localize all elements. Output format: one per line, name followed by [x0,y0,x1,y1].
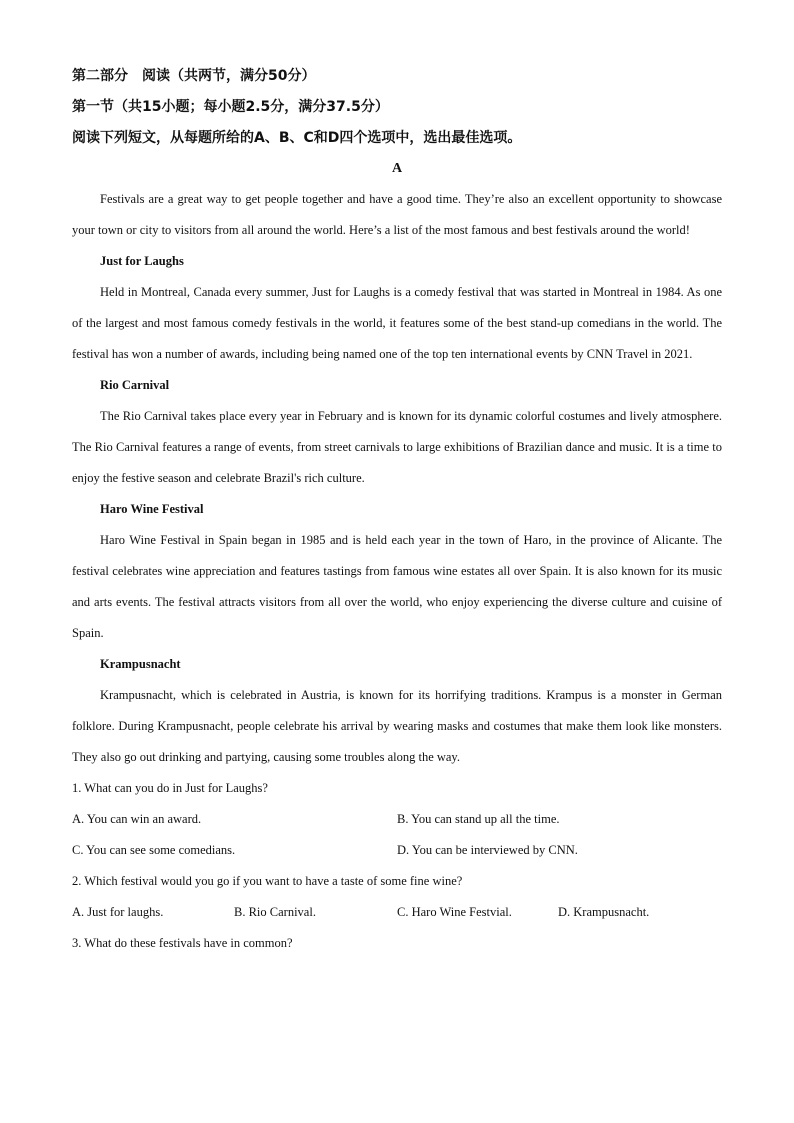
question-2-option-c: C. Haro Wine Festvial. [397,905,512,919]
section-text-just-for-laughs: Held in Montreal, Canada every summer, Just for Laughs is a comedy festival that was started in Montreal in 1984. As one of the largest and most famous comedy festivals in the world, it features some of the best stand-up comedians in the world. The festival has won a number of awards, including being named one of the top ten international events by CNN Travel in 2021. [72,285,722,361]
question-3-stem: 3. What do these festivals have in common? [72,936,293,950]
instruction-text: 阅读下列短文，从每题所给的A、B、C和D四个选项中，选出最佳选项。 [72,130,522,146]
passage-label: A [391,161,403,176]
question-1-stem: 1. What can you do in Just for Laughs? [72,781,268,795]
section-heading: 第一节（共15小题；每小题2.5分，满分37.5分） [72,99,389,115]
section-title-krampusnacht: Krampusnacht [100,657,181,671]
question-1-options-row-1 [72,804,722,835]
question-1-option-b: B. You can stand up all the time. [397,812,560,826]
section-text-rio-carnival: The Rio Carnival takes place every year in February and is known for its dynamic colorful costumes and lively atmosphere. The Rio Carnival features a range of events, from street carnivals to large exhibitions of Brazilian dance and music. It is a time to enjoy the festive season and celebrate Brazil's rich culture. [72,409,722,485]
exam-page [72,64,722,959]
section-text-haro-wine-festival: Haro Wine Festival in Spain began in 1985 and is held each year in the town of Haro, in the province of Alicante. The festival celebrates wine appreciation and features tastings from famous wine estates all over Spain. It is also known for its music and arts events. The festival attracts visitors from all over the world, who enjoy experiencing the diverse culture and cuisine of Spain. [72,533,722,640]
question-1-option-d: D. You can be interviewed by CNN. [397,843,578,857]
passage-intro: Festivals are a great way to get people together and have a good time. They’re also an excellent opportunity to showcase your town or city to visitors from all around the world. Here’s a list of the most famous and best festivals around the world! [72,192,722,237]
question-2-option-a: A. Just for laughs. [72,905,164,919]
question-1-option-a: A. You can win an award. [72,812,202,826]
section-text-krampusnacht: Krampusnacht, which is celebrated in Austria, is known for its horrifying traditions. Krampus is a monster in German folklore. During Krampusnacht, people celebrate his arrival by wearing masks and costumes that make them look like monsters. They also go out drinking and partying, causing some troubles along the way. [72,688,722,764]
question-1-option-c: C. You can see some comedians. [72,843,236,857]
part-heading: 第二部分 阅读（共两节，满分50分） [72,68,316,84]
question-2-options [72,897,722,928]
question-1-options-row-2 [72,835,722,866]
section-title-just-for-laughs: Just for Laughs [100,254,184,268]
section-title-rio-carnival: Rio Carnival [100,378,170,392]
question-2-option-d: D. Krampusnacht. [558,905,650,919]
question-2-stem: 2. Which festival would you go if you want to have a taste of some fine wine? [72,874,463,888]
question-2-option-b: B. Rio Carnival. [234,905,316,919]
section-title-haro-wine-festival: Haro Wine Festival [100,502,204,516]
